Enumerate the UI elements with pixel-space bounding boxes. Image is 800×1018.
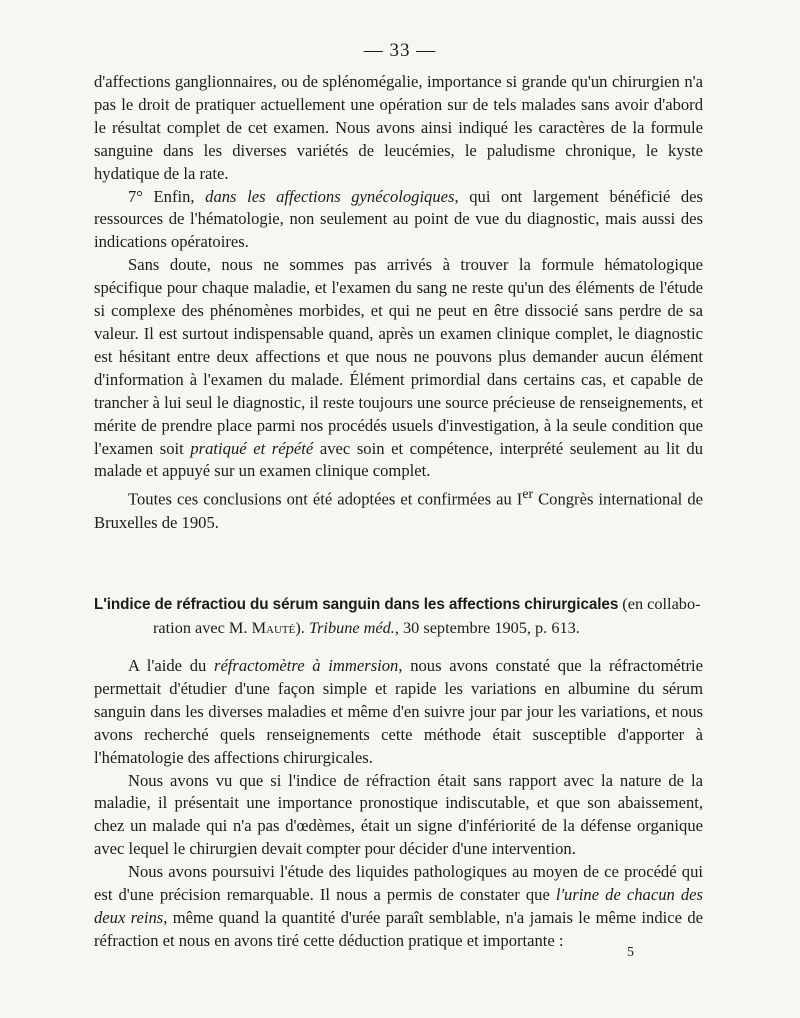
paragraph-3: Sans doute, nous ne sommes pas arrivés à trouver la formule hématologique spécifique pour chaque maladie, et l'examen du sang ne reste qu'un des éléments de l'étude si complexe des phénomènes morbides, et qui ne peut en être dissocié sans perdre de sa valeur. Il est surtout indispensable quand, après un examen clinique complet, le diagnostic est hésitant entre deux affections et que nous ne pouvons plus demander aucun élément d'information à l'examen du malade. Élément primordial dans certains cas, et capable de trancher à lui seul le diagnostic, il reste toujours une source précieuse de renseignements, et mérite de prendre place parmi nos procédés usuels d'investigation, à la seule condition que l'examen soit pratiqué et répété avec soin et compétence, interprété seulement au lit du malade et appuyé sur un examen clinique complet. bbox=[94, 255, 703, 481]
emphasis-refractometer: réfractomètre à immersion bbox=[213, 656, 399, 675]
emphasis-gynecology: dans les affections gynécologiques bbox=[205, 186, 455, 206]
page-number: — 33 — bbox=[363, 40, 437, 61]
emphasis-urine: l'urine de chacun des deux reins bbox=[94, 885, 703, 927]
article-heading bbox=[94, 593, 703, 640]
journal-name: Tribune méd. bbox=[308, 617, 395, 637]
heading-line-1: L'indice de réfractiou du sérum sanguin dans les affections chirurgicales (en collabo- bbox=[94, 594, 701, 613]
section-refraction-index bbox=[94, 655, 703, 953]
article-title: L'indice de réfractiou du sérum sanguin dans les affections chirurgicales bbox=[94, 596, 619, 613]
paragraph-2: 7° Enfin, dans les affections gynécologiques, qui ont largement bénéficié des ressources de l'hématologie, non seulement au point de vue du diagnostic, mais aussi des indications opératoires. bbox=[94, 186, 704, 252]
heading-line-2: ration avec M. Mauté). Tribune méd., 30 septembre 1905, p. 613. bbox=[153, 617, 580, 637]
emphasis-practice: pratiqué et répété bbox=[190, 438, 314, 458]
paragraph-1: d'affections ganglionnaires, ou de splénomégalie, importance si grande qu'un chirurgien n'a pas le droit de pratiquer actuellement une opération sur de tels malades sans avoir d'abord le résultat complet de cet examen. Nous avons ainsi indiqué les caractères de la formule sanguine dans les diverses variétés de leucémies, le paludisme chronique, le kyste hydatique de la rate. bbox=[94, 72, 703, 183]
paragraph-6: Nous avons vu que si l'indice de réfraction était sans rapport avec la nature de la maladie, il présentait une importance pronostique indiscutable, et que son abaissement, chez un malade qui n'a pas d'œdèmes, était un signe d'infériorité de la défense organique avec lequel le chirurgien devait compter pour décider d'une intervention. bbox=[94, 770, 703, 859]
section-hematology-conclusion bbox=[94, 71, 703, 535]
signature-mark: 5 bbox=[627, 945, 634, 960]
paragraph-5: A l'aide du réfractomètre à immersion, nous avons constaté que la réfractométrie permettait d'étudier d'une façon simple et rapide les variations en albumine du sérum sanguin dans les diverses maladies et même d'en suivre jour par jour les variations, et nous avons recherché quels renseignements cette méthode était susceptible d'apporter à l'hématologie des affections chirurgicales. bbox=[94, 656, 703, 767]
paragraph-4: Toutes ces conclusions ont été adoptées et confirmées au Ier Congrès international de Bruxelles de 1905. bbox=[94, 486, 703, 532]
author-name: Mauté bbox=[251, 617, 296, 637]
paragraph-7: Nous avons poursuivi l'étude des liquides pathologiques au moyen de ce procédé qui est d'une précision remarquable. Il nous a permis de constater que l'urine de chacun des deux reins, même quand la quantité d'urée paraît semblable, n'a jamais le même indice de réfraction et nous en avons tiré cette déduction pratique et importante : bbox=[94, 862, 703, 950]
